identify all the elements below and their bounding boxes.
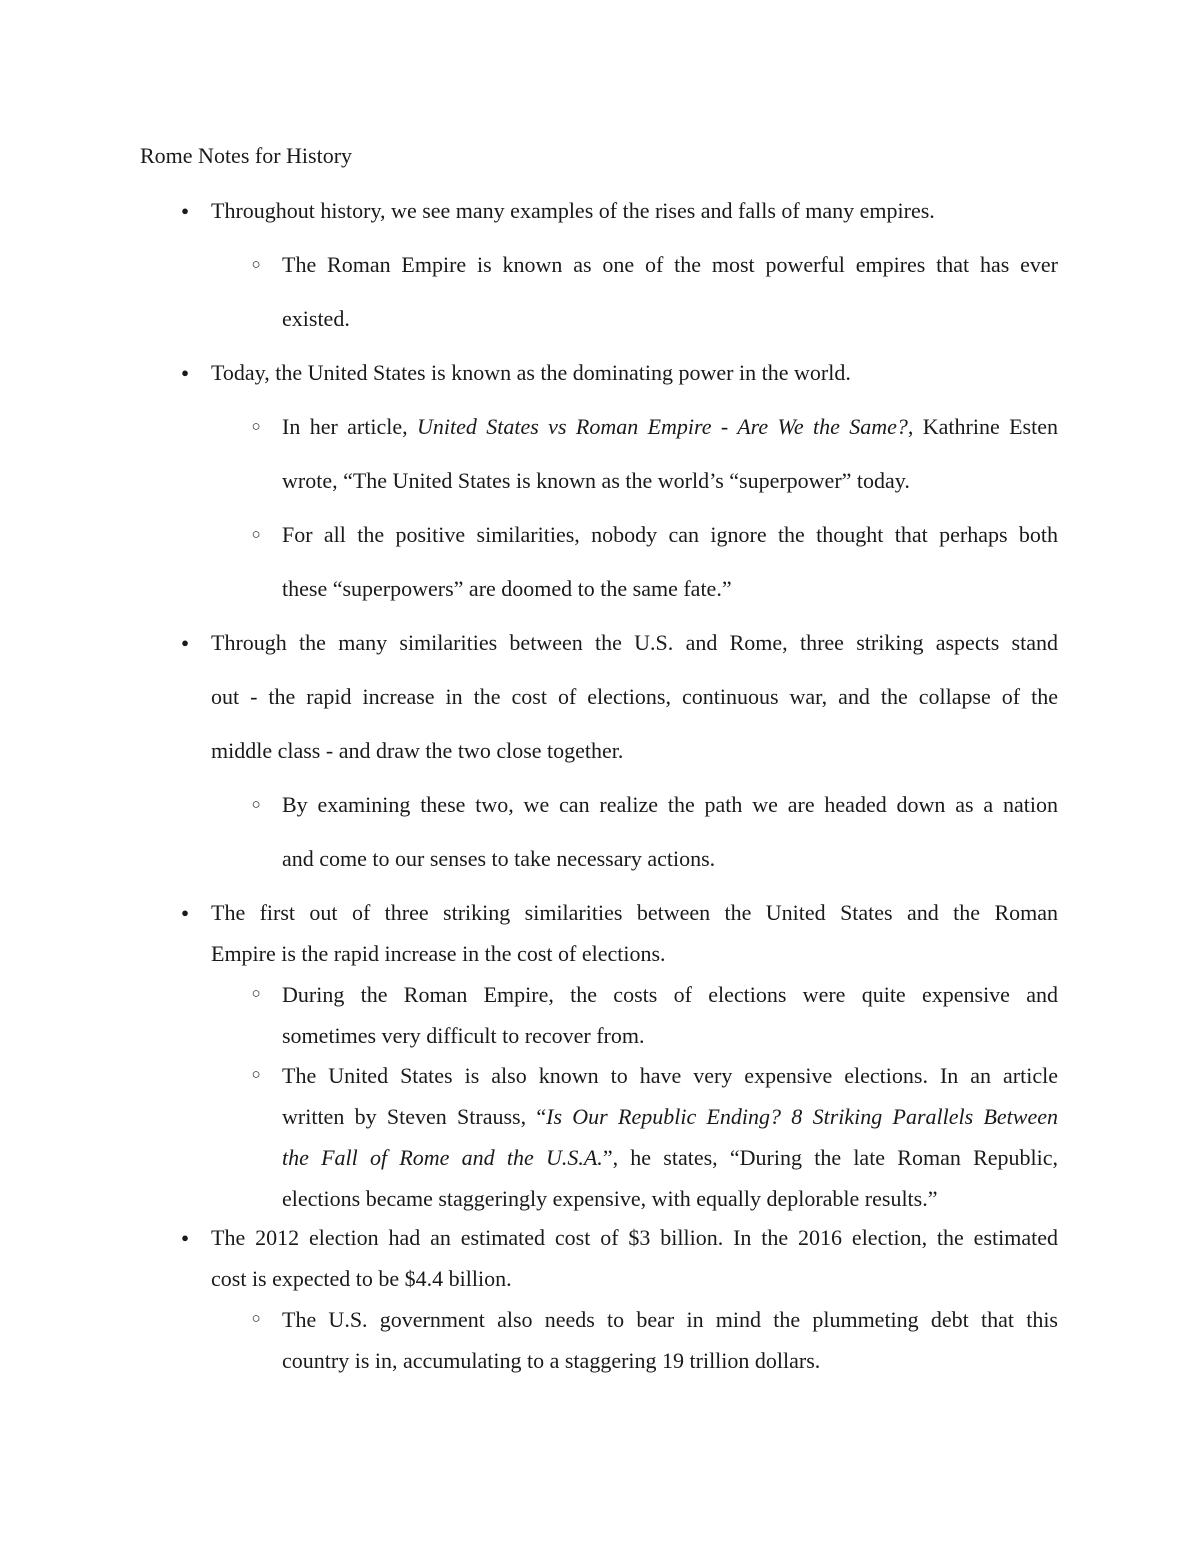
text-line: For all the positive similarities, nobody can ignore the thought that perhaps both <box>282 522 1058 547</box>
filled-bullet-icon: ● <box>181 1230 189 1245</box>
hollow-bullet-icon: ○ <box>251 419 261 435</box>
text-line: The U.S. government also needs to bear in mind the plummeting debt that this <box>282 1307 1058 1332</box>
text-line: During the Roman Empire, the costs of elections were quite expensive and <box>282 982 1058 1007</box>
sub-bullet-item <box>251 778 1058 886</box>
text-line: cost is expected to be $4.4 billion. <box>211 1266 512 1291</box>
sub-bullet-item <box>251 1299 1058 1381</box>
sub-bullet-item <box>251 400 1058 508</box>
bullet-item <box>181 346 1058 400</box>
article-title: United States vs Roman Empire - Are We the Same? <box>417 414 908 439</box>
text-line: and come to our senses to take necessary actions. <box>282 846 716 871</box>
text-line: out - the rapid increase in the cost of elections, continuous war, and the collapse of the <box>211 684 1058 709</box>
sub-bullet-item <box>251 974 1058 1056</box>
text-line: elections became staggeringly expensive, with equally deplorable results.” <box>282 1186 938 1211</box>
hollow-bullet-icon: ○ <box>251 1311 261 1327</box>
text-line <box>282 1096 1058 1137</box>
article-title: the Fall of Rome and the U.S.A. <box>282 1145 603 1170</box>
text-run: , Kathrine Esten <box>907 414 1058 439</box>
bullet-item <box>181 1217 1058 1299</box>
text-line: Through the many similarities between the U.S. and Rome, three striking aspects stand <box>211 630 1058 655</box>
text-line: The first out of three striking similarities between the United States and the Roman <box>211 900 1058 925</box>
text-line: these “superpowers” are doomed to the same fate.” <box>282 576 732 601</box>
hollow-bullet-icon: ○ <box>251 527 261 543</box>
filled-bullet-icon: ● <box>181 365 189 380</box>
text-line: The 2012 election had an estimated cost of $3 billion. In the 2016 election, the estimated <box>211 1225 1058 1250</box>
text-line: The United States is also known to have very expensive elections. In an article <box>282 1063 1058 1088</box>
text-line: sometimes very difficult to recover from. <box>282 1023 645 1048</box>
sub-bullet-item <box>251 508 1058 616</box>
sub-bullet-item <box>251 1055 1059 1219</box>
filled-bullet-icon: ● <box>181 203 189 218</box>
filled-bullet-icon: ● <box>181 635 189 650</box>
text-run: written by Steven Strauss, “ <box>282 1104 547 1129</box>
hollow-bullet-icon: ○ <box>251 1067 261 1083</box>
text-line: By examining these two, we can realize the path we are headed down as a nation <box>282 792 1058 817</box>
sub-bullet-item <box>251 238 1058 346</box>
text-line: Throughout history, we see many examples of the rises and falls of many empires. <box>211 198 935 223</box>
text-line: middle class - and draw the two close together. <box>211 738 624 763</box>
text-line: Today, the United States is known as the dominating power in the world. <box>211 360 851 385</box>
text-line: existed. <box>282 306 350 331</box>
bullet-item <box>181 184 1058 238</box>
text-run: In her article, <box>282 414 417 439</box>
document-title: Rome Notes for History <box>140 143 353 168</box>
hollow-bullet-icon: ○ <box>251 797 261 813</box>
bullet-item <box>181 892 1058 974</box>
filled-bullet-icon: ● <box>181 905 189 920</box>
text-line: The Roman Empire is known as one of the most powerful empires that has ever <box>282 252 1058 277</box>
text-run: ”, he states, “During the late Roman Republic, <box>602 1145 1059 1170</box>
hollow-bullet-icon: ○ <box>251 257 261 273</box>
hollow-bullet-icon: ○ <box>251 986 261 1002</box>
text-line: country is in, accumulating to a staggering 19 trillion dollars. <box>282 1348 821 1373</box>
text-line: Empire is the rapid increase in the cost of elections. <box>211 941 666 966</box>
text-line: wrote, “The United States is known as the world’s “superpower” today. <box>282 468 910 493</box>
text-line <box>282 400 1058 454</box>
article-title: Is Our Republic Ending? 8 Striking Parallels Between <box>546 1104 1058 1129</box>
text-line <box>282 1137 1058 1178</box>
bullet-item <box>181 616 1058 778</box>
